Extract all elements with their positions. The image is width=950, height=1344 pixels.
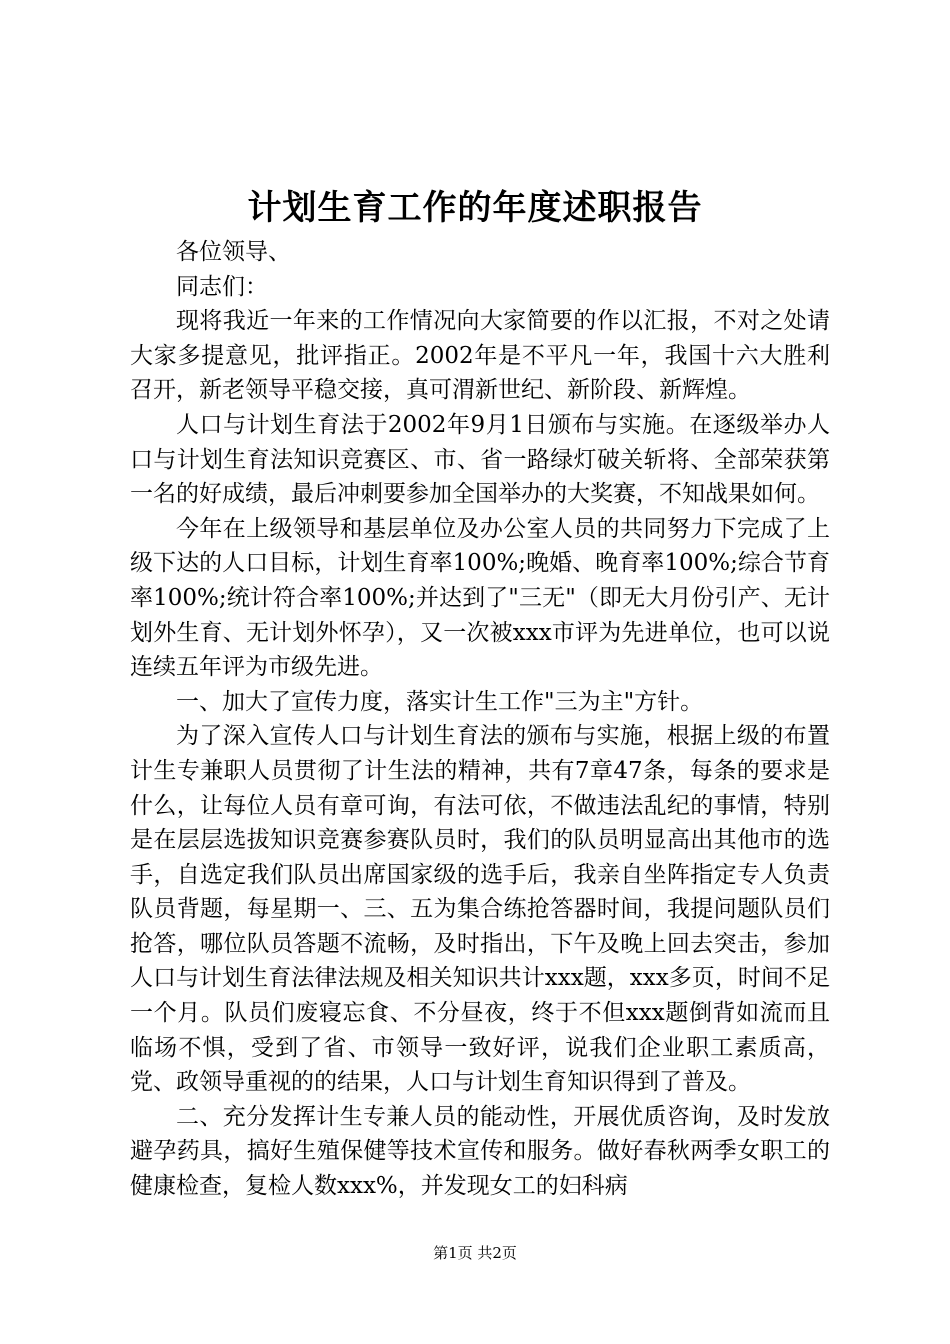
body-paragraph: 现将我近一年来的工作情况向大家简要的作以汇报，不对之处请大家多提意见，批评指正。2002年是不平凡一年，我国十六大胜利召开，新老领导平稳交接，真可渭新世纪、新阶段、新辉煌。 (130, 308, 830, 404)
body-paragraph: 二、充分发挥计生专兼人员的能动性，开展优质咨询，及时发放避孕药具，搞好生殖保健等技术宣传和服务。做好春秋两季女职工的健康检查，复检人数xxx%，并发现女工的妇科病 (130, 1103, 830, 1200)
section-heading: 一、加大了宣传力度，落实计生工作"三为主"方针。 (176, 688, 704, 715)
document-title: 计划生育工作的年度述职报告 (247, 188, 703, 228)
body-paragraph: 为了深入宣传人口与计划生育法的颁布与实施，根据上级的布置计生专兼职人员贯彻了计生法的精神，共有7章47条，每条的要求是什么，让每位人员有章可询，有法可依，不做违法乱纪的事情，特别是在层层选拔知识竞赛参赛队员时，我们的队员明显高出其他市的选手，自选定我们队员出席国家级的选手后，我亲自坐阵指定专人负责队员背题，每星期一、三、五为集合练抢答器时间，我提问题队员们抢答，哪位队员答题不流畅，及时指出，下午及晚上回去突击，参加人口与计划生育法律法规及相关知识共计xxx题，xxx多页，时间不足一个月。队员们废寝忘食、不分昼夜，终于不但xxx题倒背如流而且临场不惧，受到了省、市领导一致好评，说我们企业职工素质高，党、政领导重视的的结果，人口与计划生育知识得到了普及。 (130, 723, 830, 1096)
page-number-footer: 第1页 共2页 (433, 1244, 517, 1262)
greeting-line: 同志们： (176, 273, 268, 300)
greeting-line: 各位领导、 (176, 239, 291, 265)
body-paragraph: 人口与计划生育法于2002年9月1日颁布与实施。在逐级举办人口与计划生育法知识竞赛区、市、省一路绿灯破关斩将、全部荣获第一名的好成绩，最后冲刺要参加全国举办的大奖赛，不知战果如何。 (130, 411, 830, 508)
body-paragraph: 今年在上级领导和基层单位及办公室人员的共同努力下完成了上级下达的人口目标，计划生育率100%;晚婚、晚育率100%;综合节育率100%;统计符合率100%;并达到了"三无"（即无大月份引产、无计划外生育、无计划外怀孕），又一次被xxx市评为先进单位，也可以说连续五年评为市级先进。 (130, 515, 830, 681)
document-body (130, 235, 830, 1204)
